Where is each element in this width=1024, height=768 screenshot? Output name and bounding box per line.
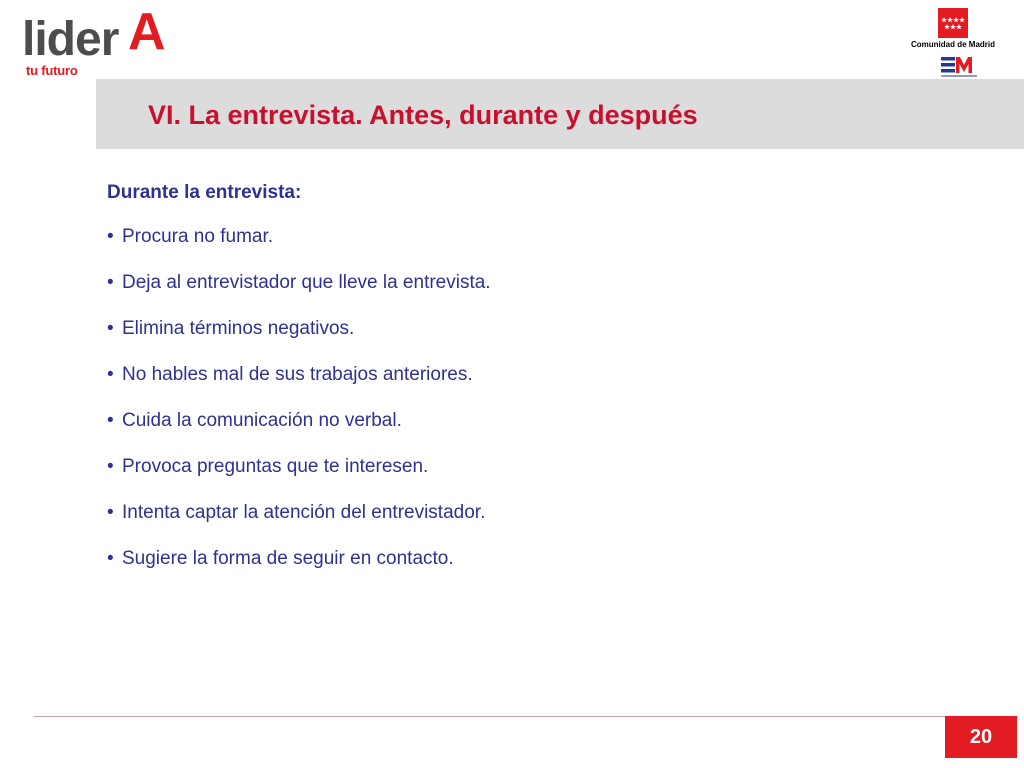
slide-content [107, 180, 967, 592]
emblem-name: Comunidad de Madrid [911, 40, 995, 49]
bullet-marker: • [107, 548, 114, 569]
madrid-stars-icon [938, 8, 968, 38]
comunidad-madrid-emblem [905, 8, 1005, 80]
lidera-logo [22, 3, 182, 80]
page-number-badge: 20 [945, 716, 1017, 758]
bullet-item [107, 500, 967, 526]
bullet-item [107, 224, 967, 250]
bullet-marker: • [107, 318, 114, 339]
logo-accent-letter: A [128, 3, 166, 61]
bullet-item [107, 362, 967, 388]
bullet-list [107, 224, 967, 572]
bullet-marker: • [107, 410, 114, 431]
bullet-text: Elimina términos negativos. [122, 318, 355, 339]
section-subtitle: Durante la entrevista: [107, 182, 302, 203]
bullet-text: Intenta captar la atención del entrevistador. [122, 502, 486, 523]
servicio-madrileno-logo-icon [941, 55, 977, 77]
logo-tagline: tu futuro [26, 63, 78, 78]
bullet-text: No hables mal de sus trabajos anteriores. [122, 364, 473, 385]
bullet-text: Deja al entrevistador que lleve la entrevista. [122, 272, 491, 293]
bullet-text: Sugiere la forma de seguir en contacto. [122, 548, 454, 569]
bullet-marker: • [107, 364, 114, 385]
bullet-item [107, 316, 967, 342]
logo-word: lider [22, 13, 119, 66]
bullet-marker: • [107, 226, 114, 247]
bullet-text: Cuida la comunicación no verbal. [122, 410, 402, 431]
slide-title: VI. La entrevista. Antes, durante y después [148, 100, 698, 130]
bullet-item [107, 270, 967, 296]
bullet-text: Provoca preguntas que te interesen. [122, 456, 429, 477]
footer-divider [34, 716, 1018, 717]
madrid-flag-icon [938, 8, 968, 38]
bullet-marker: • [107, 272, 114, 293]
bullet-marker: • [107, 456, 114, 477]
bullet-text: Procura no fumar. [122, 226, 274, 247]
bullet-marker: • [107, 502, 114, 523]
bullet-item [107, 454, 967, 480]
bullet-item [107, 546, 967, 572]
title-band [96, 79, 1024, 149]
bullet-item [107, 408, 967, 434]
